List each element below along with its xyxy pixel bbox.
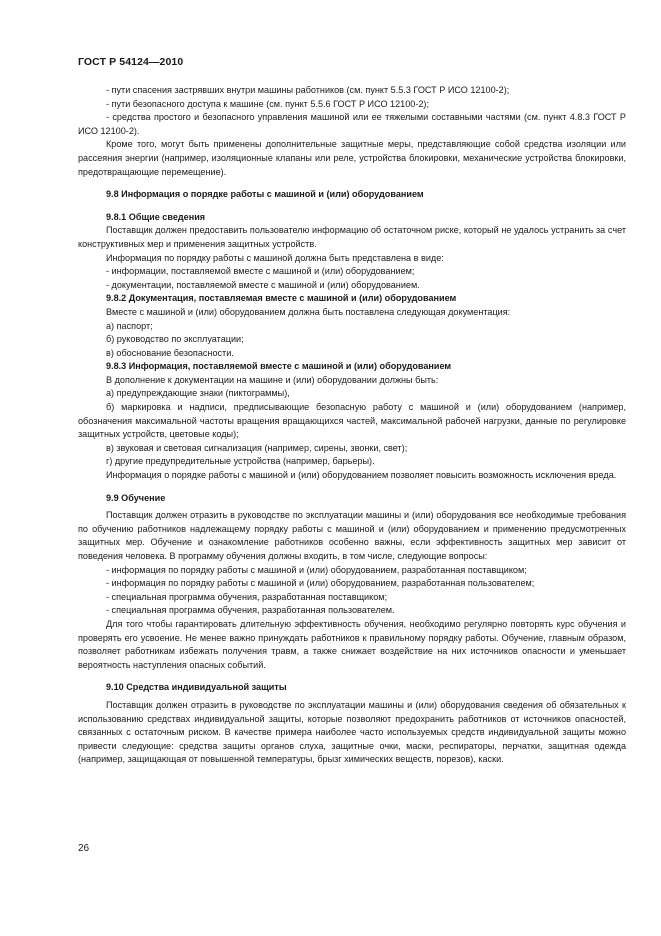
list-item: - информация по порядку работы с машиной и (или) оборудованием, разработанная пользователем; [106,578,535,589]
body-paragraph: Информация по порядку работы с машиной должна быть представлена в виде: [106,252,444,263]
body-paragraph: Поставщик должен отразить в руководстве по эксплуатации машины и (или) оборудования все необходимые требования по обучению работников надлежащему порядку работы с машиной и (или) оборудованием и применению предусмотренных защитных мер. Обучение и ознакомление работников особенно важны, если эффективность защитных мер зависит от поведения человека. В программу обучения должны входить, в том числе, следующие вопросы: [78,510,626,561]
list-item: - специальная программа обучения, разработанная пользователем. [106,605,395,616]
page-number: 26 [78,843,90,854]
body-paragraph: Кроме того, могут быть применены дополнительные защитные меры, представляющие собой средства изоляции или рассеяния энергии (например, изоляционные клапаны или реле, устройства блокировки, механические устройства блокировки, предотвращающие перемещение). [78,139,626,177]
list-item: - специальная программа обучения, разработанная поставщиком; [106,591,388,602]
body-paragraph: - пути безопасного доступа к машине (см. пункт 5.5.6 ГОСТ Р ИСО 12100-2); [106,98,429,109]
list-item: - документации, поставляемой вместе с машиной и (или) оборудованием. [106,279,420,290]
list-item: в) обоснование безопасности. [106,347,234,358]
list-item: - информация по порядку работы с машиной и (или) оборудованием, разработанная поставщиком; [106,564,527,575]
standard-header: ГОСТ Р 54124—2010 [78,56,184,68]
body-paragraph: Для того чтобы гарантировать длительную эффективность обучения, необходимо регулярно повторять курс обучения и проверять его усвоение. Не менее важно принуждать работников к правильному порядку работы. Обучение, главным образом, позволяет работникам избежать получения травм, а также снижает воздействие на них источников опасности и уменьшает вероятность наступления опасных событий. [78,618,626,670]
list-item: б) руководство по эксплуатации; [106,334,244,345]
body-paragraph: Информация о порядке работы с машиной и (или) оборудованием позволяет повысить возможность исключения вреда. [106,470,617,481]
subsection-heading-9-8-1: 9.8.1 Общие сведения [106,211,206,222]
list-item: г) другие предупредительные устройства (например, барьеры). [106,456,375,467]
body-paragraph: - пути спасения застрявших внутри машины работников (см. пункт 5.5.3 ГОСТ Р ИСО 12100-2); [106,85,510,95]
subsection-heading-9-8-2: 9.8.2 Документация, поставляемая вместе с машиной и (или) оборудованием [106,293,457,304]
list-item: в) звуковая и световая сигнализация (например, сирены, звонки, свет); [106,442,408,453]
body-paragraph: Поставщик должен предоставить пользователю информацию об остаточном риске, который не удалось устранить за счет конструктивных мер и применения защитных устройств. [78,225,626,249]
section-heading-9-8: 9.8 Информация о порядке работы с машиной и (или) оборудованием [106,189,424,200]
list-item: - информации, поставляемой вместе с машиной и (или) оборудованием; [106,266,415,277]
list-item: а) паспорт; [106,320,153,331]
section-heading-9-10: 9.10 Средства индивидуальной защиты [106,682,287,693]
body-paragraph: - средства простого и безопасного управления машиной или ее тяжелыми составными частями (см. пункт 4.8.3 ГОСТ Р ИСО 12100-2). [78,112,626,136]
body-paragraph: Вместе с машиной и (или) оборудованием должна быть поставлена следующая документация: [106,306,511,317]
list-item: б) маркировка и надписи, предписывающие безопасную работу с машиной и (или) оборудованием (например, обозначения максимальной частоты вращения вращающихся частей, максимальной рабочей нагрузки, данные по регулировке защитных устройств, цветовые коды); [78,402,626,440]
list-item: а) предупреждающие знаки (пиктограммы), [106,388,290,399]
page-content [78,84,626,767]
subsection-heading-9-8-3: 9.8.3 Информация, поставляемой вместе с машиной и (или) оборудованием [106,361,452,372]
body-paragraph: Поставщик должен отразить в руководстве по эксплуатации машины и (или) оборудования сведения об обязательных к использованию средствах индивидуальной защиты, которые позволяют предохранить работников от источников опасностей, связанных с остаточным риском. В качестве примера наиболее часто используемых средств индивидуальной защиты можно привести следующие: средства защиты органов слуха, защитные очки, маски, респираторы, перчатки, защитная одежда (например, защищающая от повышенной температуры, брызг химических веществ, порезов), каски. [78,699,626,765]
body-paragraph: В дополнение к документации на машине и (или) оборудовании должны быть: [106,374,439,385]
section-heading-9-9: 9.9 Обучение [106,492,166,503]
